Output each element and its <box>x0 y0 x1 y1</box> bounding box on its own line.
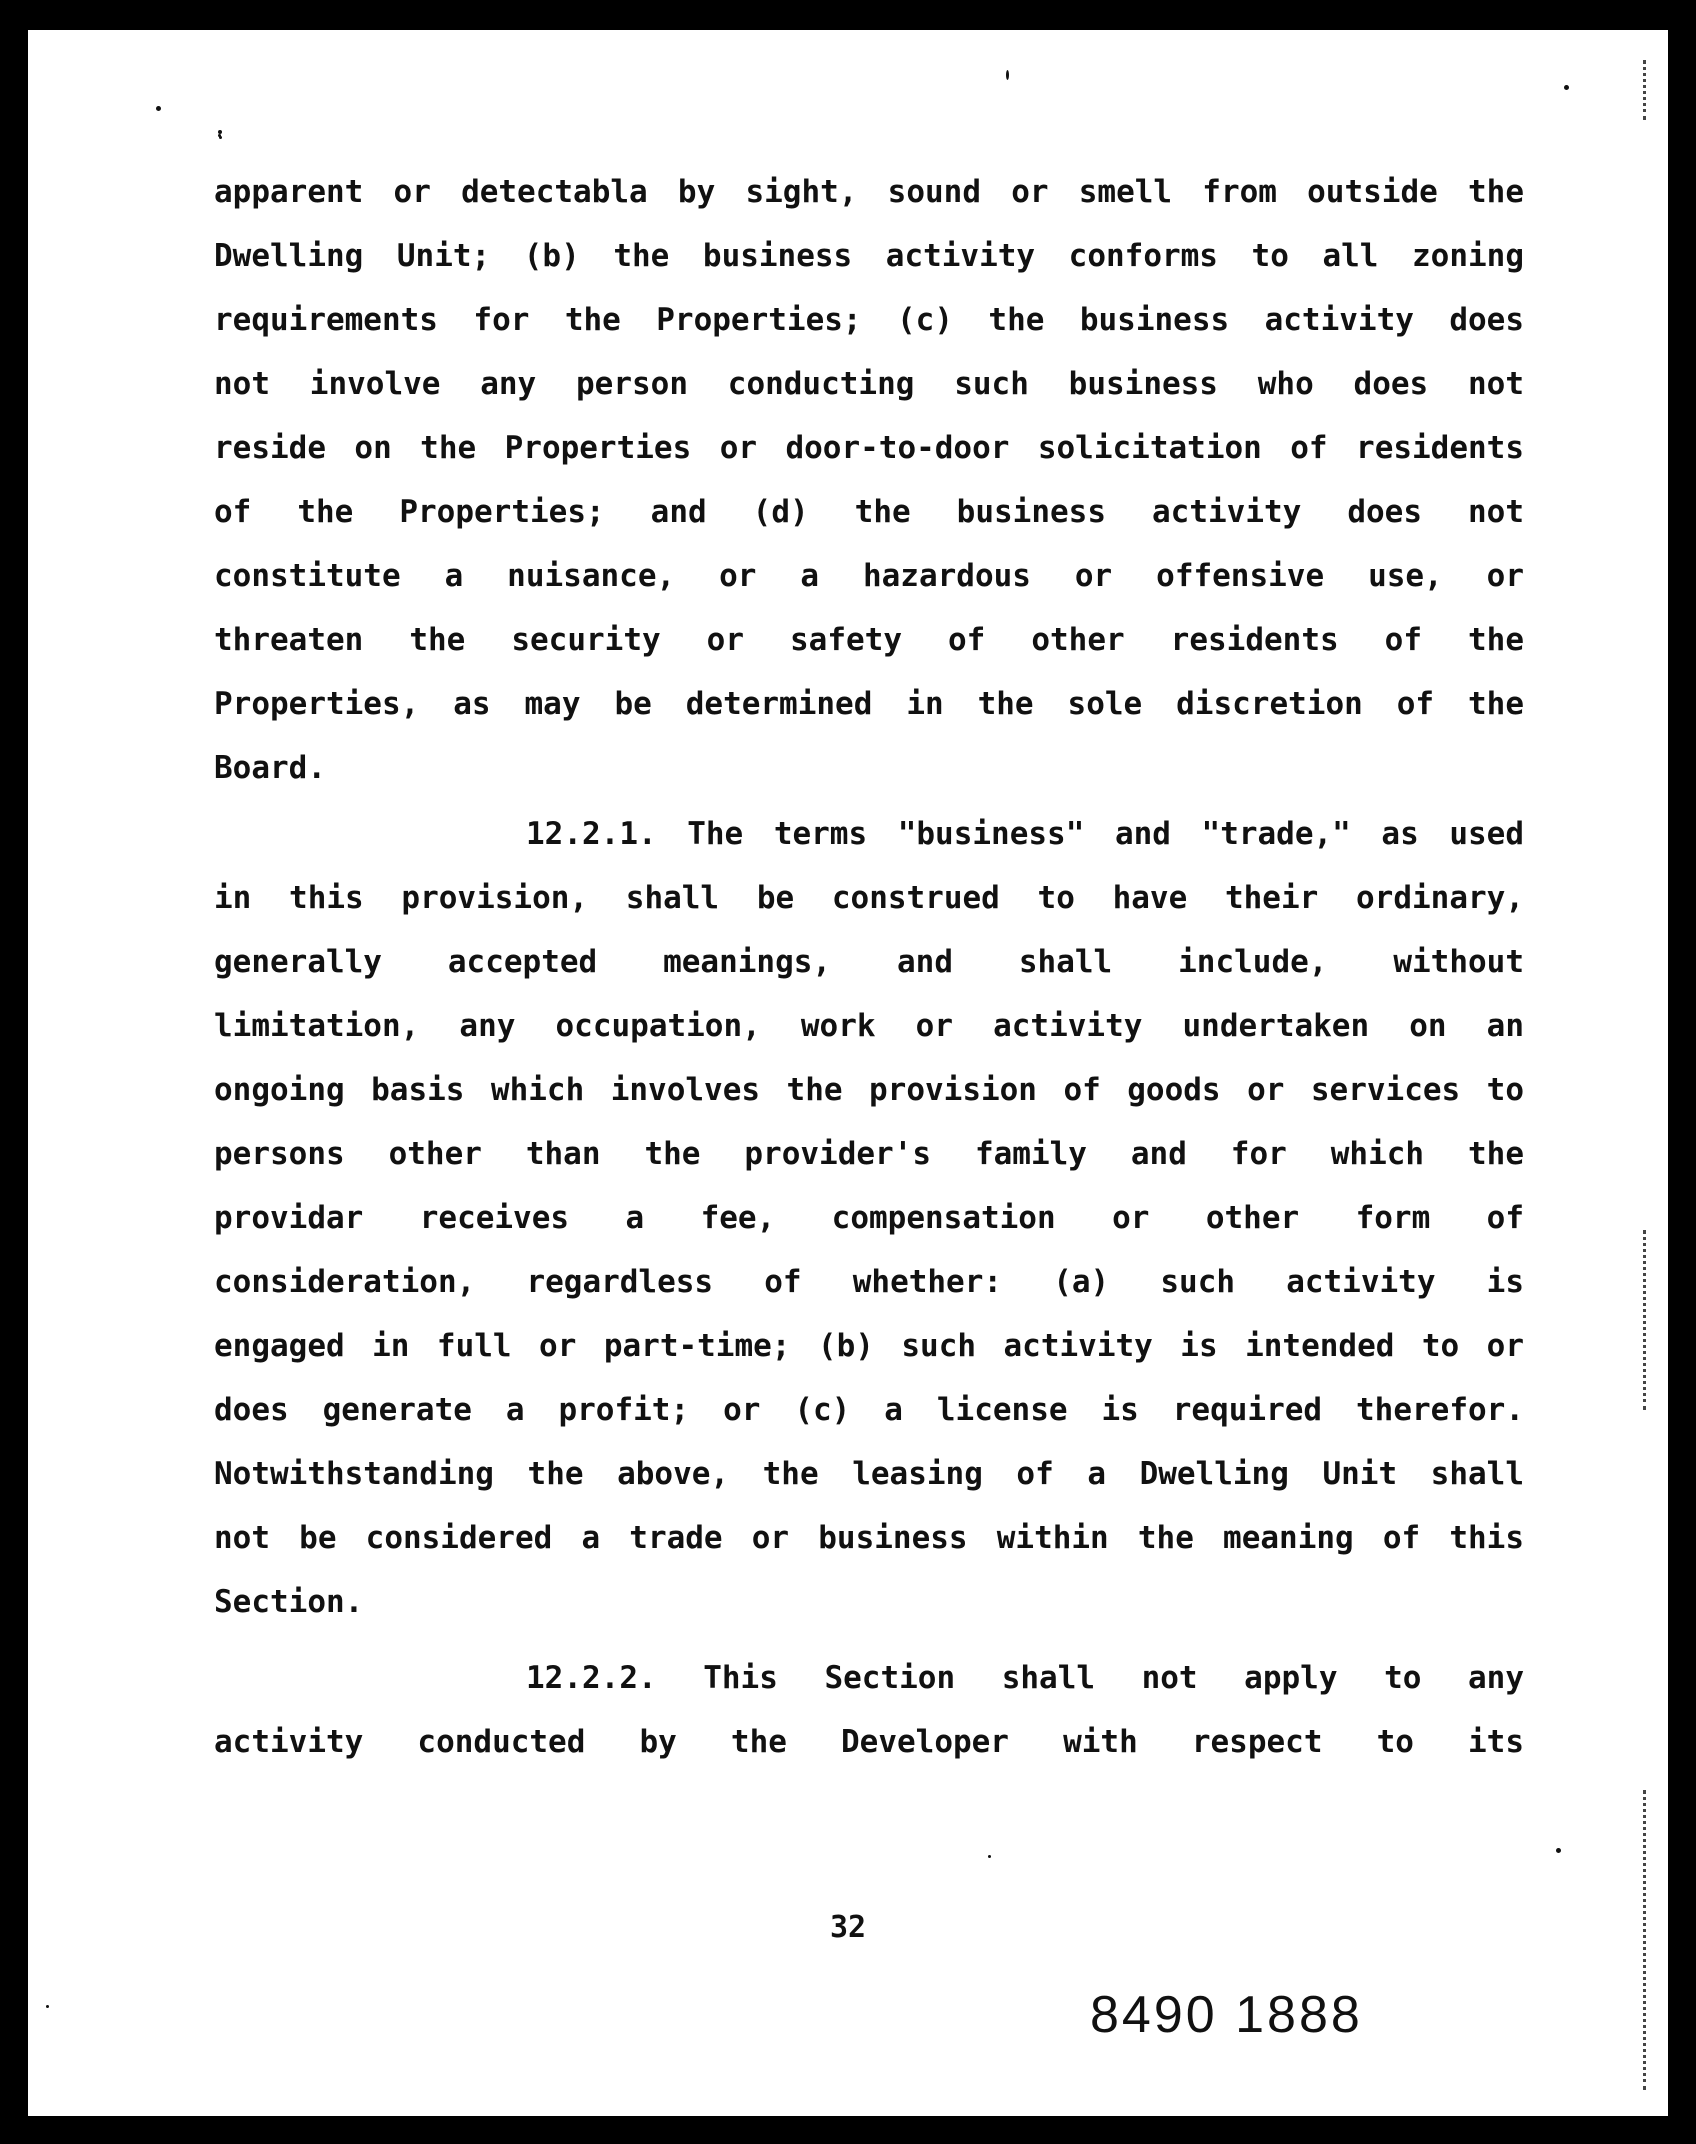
text-line: Section. <box>214 1584 364 1620</box>
text-line: ongoing basis which involves the provision of goods or services to <box>214 1072 1524 1108</box>
scan-speck <box>218 134 221 137</box>
scan-speck <box>988 1855 991 1858</box>
scan-edge-noise <box>1643 1230 1668 1410</box>
scan-edge-noise <box>1643 60 1668 120</box>
text-line: generally accepted meanings, and shall include, without <box>214 944 1524 980</box>
scan-speck <box>1556 1848 1561 1853</box>
text-line: of the Properties; and (d) the business activity does not <box>214 494 1524 530</box>
section-heading-line: 12.2.2. This Section shall not apply to any <box>526 1660 1524 1696</box>
text-line: providar receives a fee, compensation or other form of <box>214 1200 1524 1236</box>
document-page <box>28 30 1668 2116</box>
text-line: requirements for the Properties; (c) the business activity does <box>214 302 1524 338</box>
text-line: threaten the security or safety of other residents of the <box>214 622 1524 658</box>
text-line: Notwithstanding the above, the leasing of a Dwelling Unit shall <box>214 1456 1524 1492</box>
text-line: persons other than the provider's family and for which the <box>214 1136 1524 1172</box>
scan-speck <box>46 2005 49 2008</box>
scan-speck <box>156 106 161 111</box>
text-line: Properties, as may be determined in the sole discretion of the <box>214 686 1524 722</box>
text-line: not involve any person conducting such business who does not <box>214 366 1524 402</box>
scan-speck <box>1006 70 1009 80</box>
text-line: constitute a nuisance, or a hazardous or offensive use, or <box>214 558 1524 594</box>
document-stamp-number: 8490 1888 <box>1090 1986 1363 2044</box>
text-line: does generate a profit; or (c) a license is required therefor. <box>214 1392 1524 1428</box>
text-line: activity conducted by the Developer with respect to its <box>214 1724 1524 1760</box>
scan-speck <box>1564 85 1569 90</box>
page-number: 32 <box>829 1910 867 1945</box>
text-line: not be considered a trade or business within the meaning of this <box>214 1520 1524 1556</box>
text-line: apparent or detectabla by sight, sound or smell from outside the <box>214 174 1524 210</box>
text-line: reside on the Properties or door-to-door solicitation of residents <box>214 430 1524 466</box>
text-line: limitation, any occupation, work or activity undertaken on an <box>214 1008 1524 1044</box>
text-line: Board. <box>214 750 326 786</box>
text-line: Dwelling Unit; (b) the business activity conforms to all zoning <box>214 238 1524 274</box>
section-heading-line: 12.2.1. The terms "business" and "trade," as used <box>526 816 1524 852</box>
text-line: in this provision, shall be construed to have their ordinary, <box>214 880 1524 916</box>
scan-edge-noise <box>1643 1790 1668 2090</box>
text-line: consideration, regardless of whether: (a) such activity is <box>214 1264 1524 1300</box>
text-line: engaged in full or part-time; (b) such activity is intended to or <box>214 1328 1524 1364</box>
